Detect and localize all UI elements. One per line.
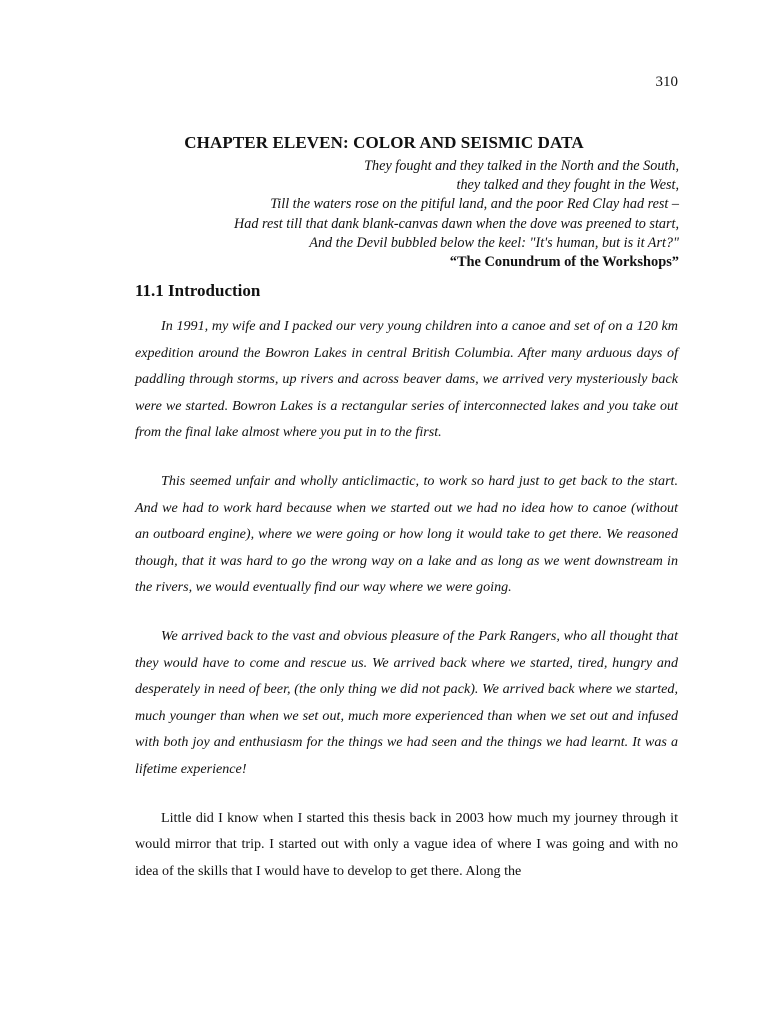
chapter-title: CHAPTER ELEVEN: COLOR AND SEISMIC DATA — [184, 133, 584, 152]
paragraph: This seemed unfair and wholly anticlimactic, to work so hard just to get back to the start. And we had to work hard because when we started out we had no idea how to canoe (without an outboard engine), where we were going or how long it would take to get there. We reasoned though, that it was hard to go the wrong way on a lake and as long as we went downstream in the rivers, we would eventually find our way where we were going. — [135, 472, 678, 596]
section-heading: 11.1 Introduction — [135, 281, 261, 300]
epigraph-line: Till the waters rose on the pitiful land, and the poor Red Clay had rest – — [270, 196, 679, 213]
page-number: 310 — [655, 74, 678, 90]
epigraph-source: “The Conundrum of the Workshops” — [449, 254, 679, 271]
epigraph — [119, 157, 679, 272]
epigraph-line: They fought and they talked in the North and the South, — [364, 158, 679, 174]
epigraph-line: And the Devil bubbled below the keel: "It's human, but is it Art?" — [309, 234, 679, 251]
epigraph-line: Had rest till that dank blank-canvas dawn when the dove was preened to start, — [233, 215, 679, 232]
paragraph: Little did I know when I started this thesis back in 2003 how much my journey through it would mirror that trip. I started out with only a vague idea of where I was going and with no idea of the skills that I would have to develop to get there. Along the — [135, 809, 678, 879]
epigraph-line: they talked and they fought in the West, — [456, 177, 679, 194]
body-text — [135, 313, 678, 906]
paragraph: In 1991, my wife and I packed our very young children into a canoe and set of on a 120 km expedition around the Bowron Lakes in central British Columbia. After many arduous days of paddling through storms, up rivers and across beaver dams, we arrived very mysteriously back were we started. Bowron Lakes is a rectangular series of interconnected lakes and you take out from the final lake almost where you put in to the first. — [135, 318, 678, 441]
paragraph: We arrived back to the vast and obvious pleasure of the Park Rangers, who all thought that they would have to come and rescue us. We arrived back where we started, tired, hungry and desperately in need of beer, (the only thing we did not pack). We arrived back where we started, much younger than when we set out, much more experienced than when we set out and infused with both joy and enthusiasm for the things we had seen and the things we had learnt. It was a lifetime experience! — [135, 627, 678, 777]
